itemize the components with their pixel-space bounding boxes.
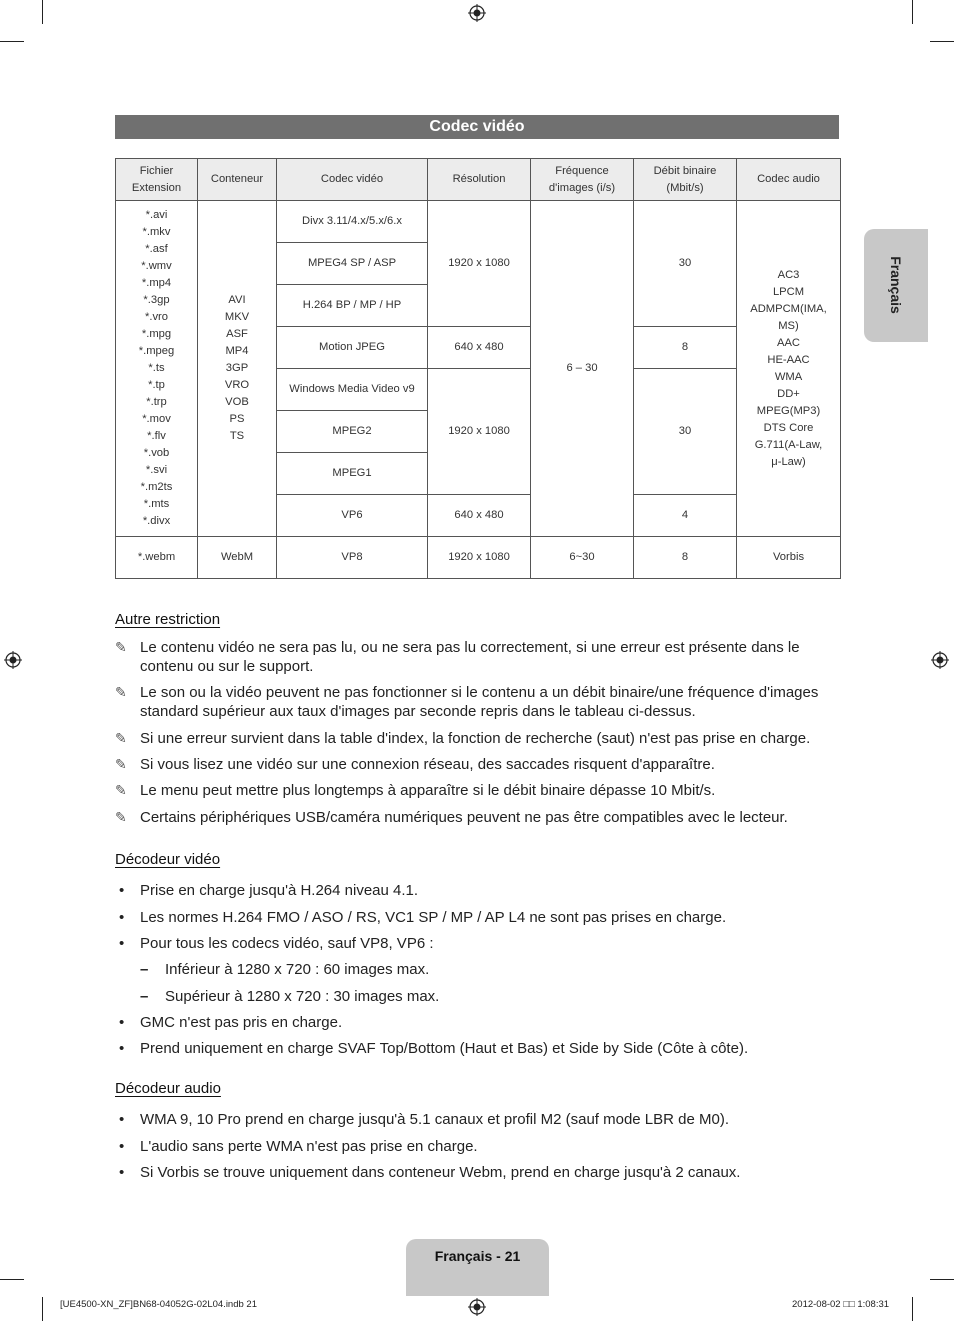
codec-cell: MPEG2 [277,411,428,453]
audio-codec-cell: Vorbis [737,537,841,579]
note-item: ✎ Si vous lisez une vidéo sur une connexion réseau, des saccades risquent d'apparaître. [115,756,715,773]
audio-codec-list-cell: AC3 LPCM ADMPCM(IMA, MS) AAC HE-AAC WMA DD+ MPEG(MP3) DTS Core G.711(A-Law, μ-Law) [737,201,841,537]
video-decoder-title: Décodeur vidéo [115,851,221,868]
codec-cell: Motion JPEG [277,327,428,369]
crop-mark [42,0,43,24]
pencil-icon: ✎ [115,730,127,746]
note-item: ✎ Le son ou la vidéo peuvent ne pas fonctionner si le contenu a un débit binaire/une fréquence d'images standard supérieur aux taux d'images par seconde repris dans le tableau ci-dessus. [115,684,819,720]
list-item: • GMC n'est pas pris en charge. [119,1014,343,1031]
crop-mark [0,1279,24,1280]
framerate-cell: 6 – 30 [531,201,634,537]
registration-mark-icon [4,651,22,669]
bitrate-cell: 8 [634,327,737,369]
bitrate-cell: 30 [634,369,737,495]
extension-list-cell: *.avi *.mkv *.asf *.wmv *.mp4 *.3gp *.vro *.mpg *.mpeg *.ts *.tp *.trp *.mov *.flv *.vob *.svi *.m2ts *.mts *.divx [116,201,198,537]
codec-cell: MPEG4 SP / ASP [277,243,428,285]
codec-cell: Windows Media Video v9 [277,369,428,411]
header-video-codec: Codec vidéo [277,159,428,201]
list-item: • WMA 9, 10 Pro prend en charge jusqu'à 5.1 canaux et profil M2 (sauf mode LBR de M0). [119,1111,730,1128]
bitrate-cell: 30 [634,201,737,327]
framerate-cell: 6~30 [531,537,634,579]
header-container: Conteneur [198,159,277,201]
table-row [116,201,841,243]
codec-cell: VP8 [277,537,428,579]
resolution-cell: 640 x 480 [428,327,531,369]
note-item: ✎ Certains périphériques USB/caméra numériques peuvent ne pas être compatibles avec le lecteur. [115,809,788,826]
crop-mark [0,41,24,42]
header-resolution: Résolution [428,159,531,201]
header-framerate: Fréquence d'images (i/s) [531,159,634,201]
header-audio-codec: Codec audio [737,159,841,201]
pencil-icon: ✎ [115,782,127,798]
registration-mark-icon [931,651,949,669]
resolution-cell: 1920 x 1080 [428,369,531,495]
codec-cell: H.264 BP / MP / HP [277,285,428,327]
audio-decoder-title: Décodeur audio [115,1080,221,1097]
language-side-tab-label: Français [888,256,904,314]
table-header-row [116,159,841,201]
page-number-tab: Français - 21 [406,1239,549,1296]
registration-mark-icon [468,1298,486,1316]
list-item: • Si Vorbis se trouve uniquement dans conteneur Webm, prend en charge jusqu'à 2 canaux. [119,1164,741,1181]
footer-file-info: [UE4500-XN_ZF]BN68-04052G-02L04.indb 21 [60,1299,257,1310]
header-extension: Fichier Extension [116,159,198,201]
footer-timestamp: 2012-08-02 □□ 1:08:31 [792,1299,890,1310]
list-item: • Pour tous les codecs vidéo, sauf VP8, VP6 : [119,935,434,952]
extension-cell: *.webm [116,537,198,579]
bitrate-cell: 4 [634,495,737,537]
registration-mark-icon [468,4,486,22]
note-item: ✎ Si une erreur survient dans la table d'index, la fonction de recherche (saut) n'est pas prise en charge. [115,730,811,747]
autre-restriction-title: Autre restriction [115,611,221,628]
resolution-cell: 1920 x 1080 [428,201,531,327]
note-item: ✎ Le contenu vidéo ne sera pas lu, ou ne sera pas lu correctement, si une erreur est présente dans le contenu ou sur le support. [115,639,800,675]
sub-list-item: – Supérieur à 1280 x 720 : 30 images max. [140,988,440,1005]
crop-mark [930,41,954,42]
codec-table [115,158,841,579]
sub-list-item: – Inférieur à 1280 x 720 : 60 images max. [140,961,430,978]
container-cell: WebM [198,537,277,579]
codec-cell: VP6 [277,495,428,537]
codec-cell: MPEG1 [277,453,428,495]
pencil-icon: ✎ [115,809,127,825]
codec-cell: Divx 3.11/4.x/5.x/6.x [277,201,428,243]
resolution-cell: 640 x 480 [428,495,531,537]
list-item: • Prend uniquement en charge SVAF Top/Bottom (Haut et Bas) et Side by Side (Côte à côte). [119,1040,749,1057]
container-list-cell: AVI MKV ASF MP4 3GP VRO VOB PS TS [198,201,277,537]
crop-mark [930,1279,954,1280]
language-side-tab [864,229,928,342]
note-item: ✎ Le menu peut mettre plus longtemps à apparaître si le débit binaire dépasse 10 Mbit/s. [115,782,716,799]
list-item: • Prise en charge jusqu'à H.264 niveau 4.1. [119,882,419,899]
table-row [116,537,841,579]
list-item: • Les normes H.264 FMO / ASO / RS, VC1 SP / MP / AP L4 ne sont pas prises en charge. [119,909,727,926]
header-bitrate: Débit binaire (Mbit/s) [634,159,737,201]
crop-mark [912,0,913,24]
list-item: • L'audio sans perte WMA n'est pas prise en charge. [119,1138,478,1155]
crop-mark [912,1297,913,1321]
pencil-icon: ✎ [115,639,127,655]
section-title: Codec vidéo [115,115,839,139]
resolution-cell: 1920 x 1080 [428,537,531,579]
pencil-icon: ✎ [115,684,127,700]
pencil-icon: ✎ [115,756,127,772]
crop-mark [42,1297,43,1321]
bitrate-cell: 8 [634,537,737,579]
